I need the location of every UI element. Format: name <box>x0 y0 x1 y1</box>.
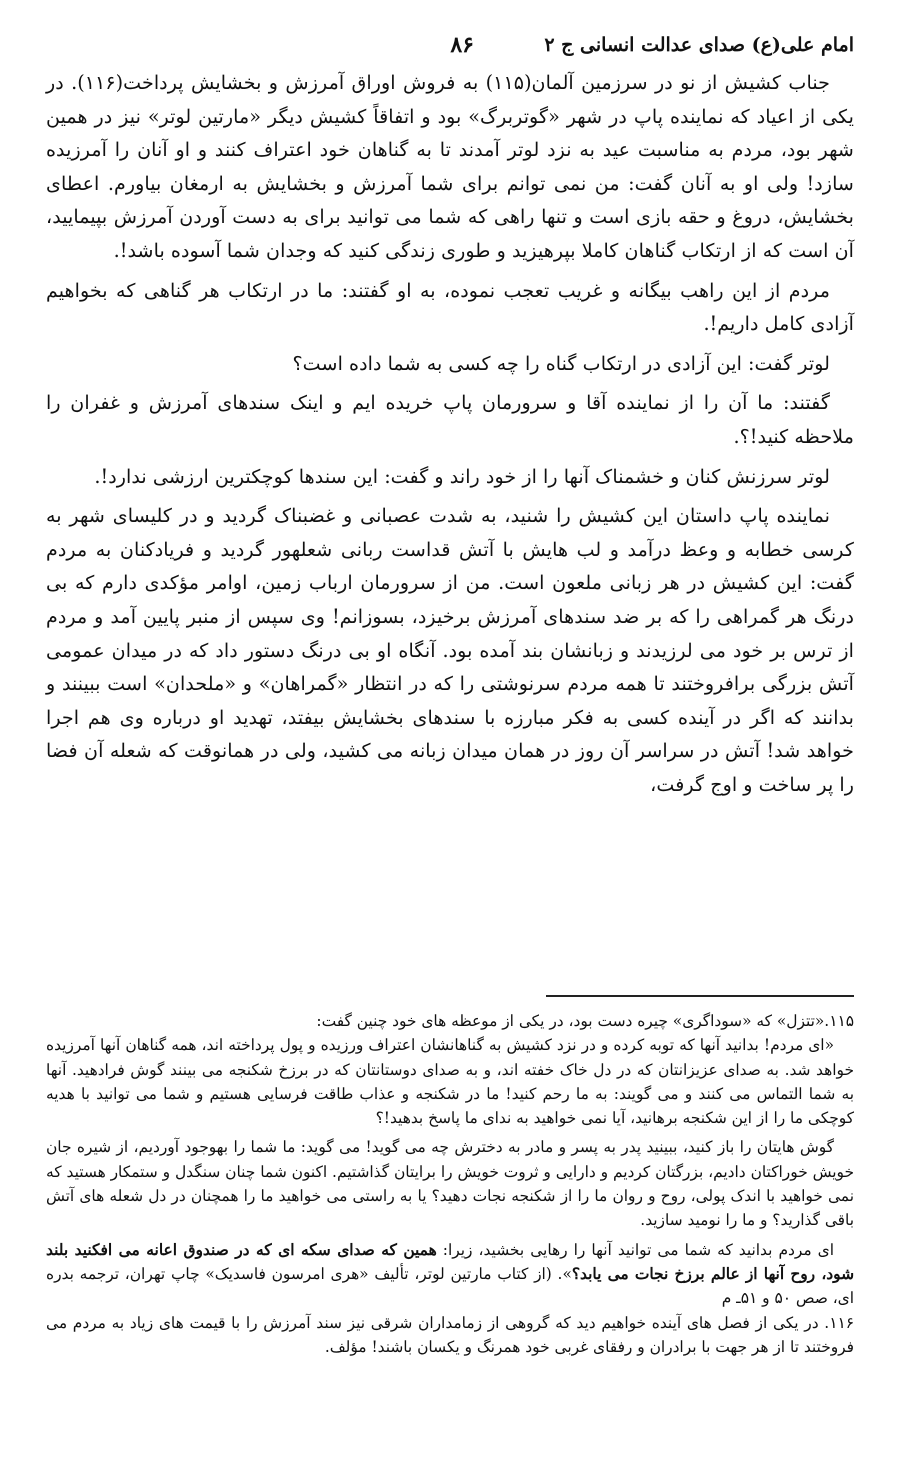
footnote-divider <box>546 995 854 997</box>
running-title: امام علی(ع) صدای عدالت انسانی ج ۲ <box>544 34 854 56</box>
footnotes <box>46 1009 854 1359</box>
footnote-115-quote-3-emphasis: همین که صدای سکه ای که در صندوق اعانه می افکنید بلند شود، روح آنها از عالم برزخ نجات می یابد؟ <box>46 1240 854 1283</box>
footnote-115-quote-1: «ای مردم! بدانید آنها که توبه کرده و در نزد کشیش به گناهانشان اعتراف ورزیده و پول پرداخته اند، همه گناهان آنها آمرزیده خواهد شد. به صدای عزیزانتان که در دل خاک خفته اند، و به صدای دوستانتان که در برزخ شکنجه می بینند گوش فرادهید. آنها به شما التماس می کنند و می گویند: به ما رحم کنید! ما در شکنجه و عذاب طاقت فرسایی هستیم و شما می توانید با هدیه کوچکی ما را از این شکنجه برهانید، آیا نمی خواهید به ندای ما پاسخ بدهید!؟ <box>46 1036 854 1128</box>
footnote-115-citation: ». (از کتاب مارتین لوتر، تألیف «هری امرسون فاسدیک» چاپ تهران، ترجمه بدره ای، صص ۵۰ و ۵۱ـ م <box>46 1264 854 1308</box>
paragraph-4: گفتند: ما آن را از نماینده آقا و سرورمان پاپ خریده ایم و اینک سندهای آمرزش و غفران را ملاحظه کنید!؟. <box>46 391 854 448</box>
page-header <box>46 30 854 66</box>
paragraph-3: لوتر گفت: این آزادی در ارتکاب گناه را چه کسی به شما داده است؟ <box>292 351 830 375</box>
paragraph-2: مردم از این راهب بیگانه و غریب تعجب نموده، به او گفتند: ما در ارتکاب هر گناهی که بخواهیم آزادی کامل داریم!. <box>46 278 854 336</box>
paragraph-6: نماینده پاپ داستان این کشیش را شنید، به شدت عصبانی و غضبناک گردید و در کلیسای شهر به کرسی خطابه و وعظ درآمد و لب هایش با آتش قداست ربانی شعلهور گردید و فریادکنان به مردم گفت: این کشیش در هر زبانی ملعون است. من از سرورمان ارباب زمین، اوامر مؤکدی دارم که بی درنگ هر گمراهی را که بر ضد سندهای آمرزش برخیزد، بسوزانم! وی سپس از منبر پایین آمد و مردم از ترس بر خود می لرزیدند و زبانشان بند آمده بود. آنگاه او بی درنگ دستور داد که در میدان عمومی آتش بزرگی برافروختند تا همه مردم سرنوشتی را که در انتظار «گمراهان» و «ملحدان» است ببینند و بدانند که اگر در آینده کسی به فکر مبارزه با سندهای بخشایش بیفتد، تهدید او درباره وی هم اجرا خواهد شد! آتش در سراسر آن روز در همان میدان زبانه می کشید، ولی در همانوقت که شعله آن فضا را پر ساخت و اوج گرفت، <box>46 504 854 796</box>
page-number: ۸۶ <box>450 32 474 58</box>
footnote-115-quote-3 <box>46 1238 854 1311</box>
footnote-116: ۱۱۶. در یکی از فصل های آینده خواهیم دید که گروهی از زمامداران شرقی نیز سند آمرزش را با قیمت های زیاد به مردم می فروختند تا از هر جهت با برادران و رفقای غربی خود همرنگ و یکسان باشند! مؤلف. <box>46 1313 854 1356</box>
footnote-115-intro: ۱۱۵.«تتزل» که «سوداگری» چیره دست بود، در یکی از موعظه های خود چنین گفت: <box>316 1012 854 1030</box>
paragraph-5: لوتر سرزنش کنان و خشمناک آنها را از خود راند و گفت: این سندها کوچکترین ارزشی ندارد!. <box>94 464 830 488</box>
page <box>46 30 854 801</box>
main-text <box>46 66 854 801</box>
footnote-115-quote-3-text: ای مردم بدانید که شما می توانید آنها را رهایی بخشید، زیرا: <box>436 1240 835 1259</box>
footnote-115-quote-2: گوش هایتان را باز کنید، ببینید پدر به پسر و مادر به دخترش چه می گوید! می گوید: ما شما را بهوجود آوردیم، از شیره جان خویش خوراکتان دادیم، بزرگتان کردیم و دارایی و ثروت خویش را برایتان گذاشتیم. اکنون شما چنان سنگدل و ستمکار هستید که نمی خواهید با اندک پولی، روح و روان ما را از شکنجه نجات دهید؟ یا به راستی می خواهید ما را همچنان در دل شعله های آتش باقی گذارید؟ و ما را نومید سازید. <box>46 1138 854 1230</box>
paragraph-1: جناب کشیش از نو در سرزمین آلمان(۱۱۵) به فروش اوراق آمرزش و بخشایش پرداخت(۱۱۶). در یکی از اعیاد که نماینده پاپ در شهر «گوتربرگ» بود و اتفاقاً کشیش دیگر «مارتین لوتر» نیز در همین شهر بود، مردم به مناسبت عید به نزد لوتر آمدند تا به گناهان خود اعتراف کنند و او آنان را آمرزیده سازد! ولی او به آنان گفت: من نمی توانم برای شما آمرزش و بخشایش به ارمغان بیاورم. اعطای بخشایش، دروغ و حقه بازی است و تنها راهی که شما می توانید برای به دست آوردن آمرزش بپیمایید، آن است که از ارتکاب گناهان کاملا بپرهیزید و طوری زندگی کنید که وجدان شما آسوده باشد!. <box>46 71 854 262</box>
